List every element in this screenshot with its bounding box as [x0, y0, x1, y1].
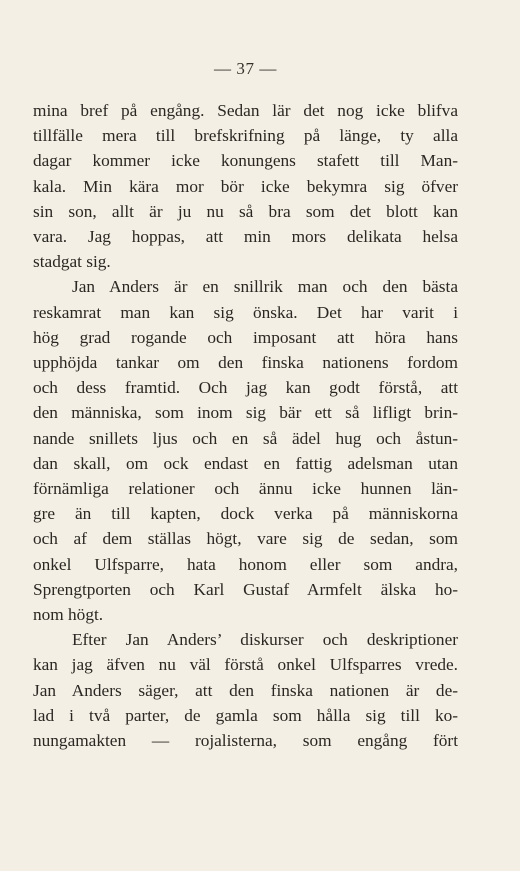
text-line: Jan Anders säger, att den finska nationen är de-: [33, 680, 458, 700]
text-line: onkel Ulfsparre, hata honom eller som andra,: [33, 554, 458, 574]
text-line: upphöjda tankar om den finska nationens fordom: [33, 353, 458, 373]
text-line: Sprengtporten och Karl Gustaf Armfelt älska ho-: [33, 579, 458, 599]
text-line: stadgat sig.: [33, 252, 111, 272]
text-line: och af dem ställas högt, vare sig de sedan, som: [33, 529, 458, 549]
text-line: dan skall, om ock endast en fattig adelsman utan: [33, 453, 458, 473]
text-line: mina bref på engång. Sedan lär det nog icke blifva: [33, 101, 458, 120]
text-line: vara. Jag hoppas, att min mors delikata helsa: [33, 227, 458, 247]
text-line: sin son, allt är ju nu så bra som det blott kan: [33, 201, 458, 221]
text-line: och dess framtid. Och jag kan godt förstå, att: [33, 378, 458, 398]
text-line: reskamrat man kan sig önska. Det har varit i: [33, 302, 458, 322]
text-line: gre än till kapten, dock verka på människorna: [33, 504, 458, 524]
text-line: Jan Anders är en snillrik man och den bästa: [72, 277, 458, 297]
page-number: — 37 —: [213, 59, 278, 78]
text-line: hög grad rogande och imposant att höra hans: [33, 327, 458, 347]
text-line: lad i två parter, de gamla som hålla sig till ko-: [33, 705, 458, 725]
text-line: tillfälle mera till brefskrifning på länge, ty alla: [33, 126, 458, 146]
body-text: [33, 98, 458, 753]
text-line: kan jag äfven nu väl förstå onkel Ulfsparres vrede.: [33, 655, 458, 675]
text-line: nande snillets ljus och en så ädel hug och åstun-: [33, 428, 458, 448]
text-line: dagar kommer icke konungens stafett till Man-: [33, 151, 458, 171]
text-line: nungamakten — rojalisterna, som engång fört: [33, 731, 458, 751]
text-line: Efter Jan Anders’ diskurser och deskriptioner: [72, 630, 458, 650]
text-line: den människa, som inom sig bär ett så lifligt brin-: [33, 403, 458, 423]
text-line: kala. Min kära mor bör icke bekymra sig öfver: [33, 176, 458, 196]
text-line: nom högt.: [33, 605, 104, 625]
text-line: förnämliga relationer och ännu icke hunnen län-: [33, 479, 458, 499]
